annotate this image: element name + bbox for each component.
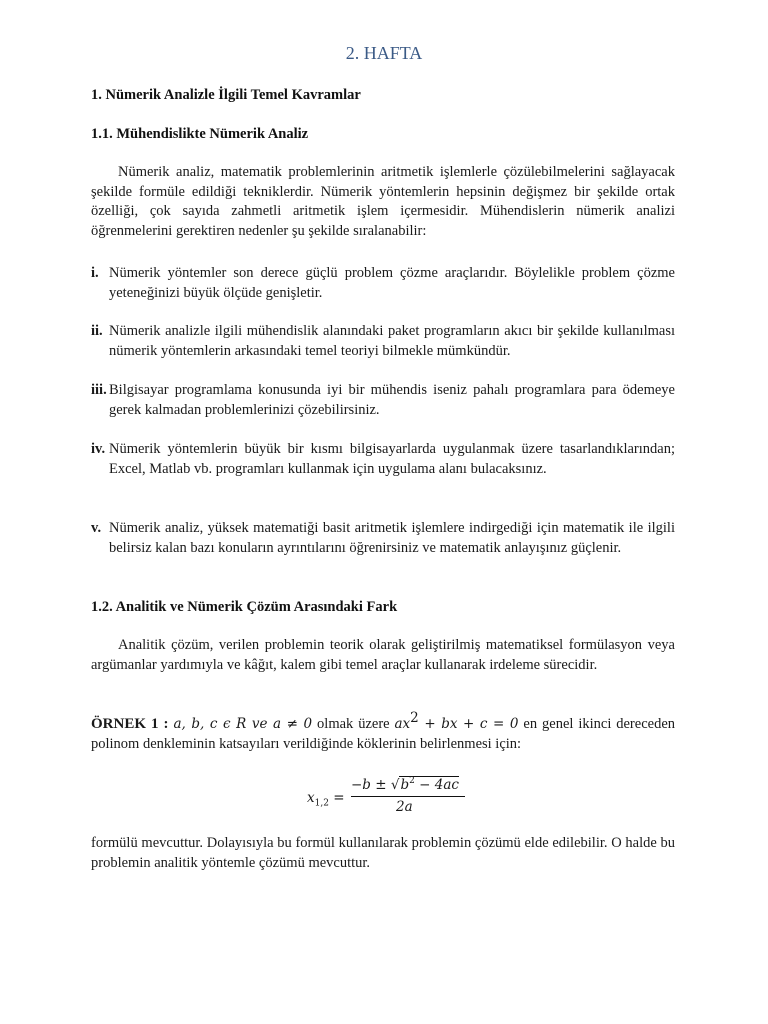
formula-numerator xyxy=(351,777,459,793)
radicand-base: b xyxy=(400,777,410,793)
fraction-bar xyxy=(351,796,465,797)
list-item xyxy=(91,519,675,558)
page-title: 2. HAFTA xyxy=(345,43,423,63)
list-item xyxy=(91,322,675,361)
equation-exponent: 2 xyxy=(410,710,419,726)
section-heading-1-1: 1.1. Mühendislikte Nümerik Analiz xyxy=(91,126,309,142)
list-marker: ii. xyxy=(91,323,103,339)
quadratic-formula xyxy=(307,775,467,823)
list-item xyxy=(91,264,675,303)
equation-ax: ax xyxy=(394,716,411,732)
formula-denominator: 2a xyxy=(396,799,413,815)
radicand xyxy=(399,776,458,793)
example-text-1: olmak üzere xyxy=(312,716,395,732)
formula-equals: = xyxy=(328,790,345,806)
list-item-text: Bilgisayar programlama konusunda iyi bir mühendis iseniz pahalı programlara para ödemeye gerek kalmadan problemlerinizi çözebilirsiniz. xyxy=(109,382,675,418)
equation-rest: + bx + c = 0 xyxy=(418,716,519,732)
list-item-text: Nümerik yöntemler son derece güçlü problem çözme araçlarıdır. Böylelikle problem çözme yeteneğinizi büyük ölçüde genişletir. xyxy=(109,265,675,301)
list-marker: iv. xyxy=(91,441,106,457)
section-heading-1: 1. Nümerik Analizle İlgili Temel Kavramlar xyxy=(91,87,361,103)
list-item xyxy=(91,381,675,420)
example-text-2: en genel ikinci dereceden polinom denkleminin katsayıları verildiğinde köklerinin belirlenmesi için: xyxy=(91,716,676,752)
paragraph-conclusion: formülü mevcuttur. Dolayısıyla bu formül kullanılarak problemin çözümü elde edilebilir. O halde bu problemin analitik yöntemle çözümü mevcuttur. xyxy=(91,835,675,871)
radicand-rest: − 4ac xyxy=(414,777,459,793)
example-condition: a, b, c ϵ R ve a ≠ 0 xyxy=(173,716,313,732)
list-item-text: Nümerik analiz, yüksek matematiği basit aritmetik işlemlere indirgediği için matematik ile ilgili belirsiz kalan bazı konuların ayrıntılarını öğrenirsiniz ve matematik anlayışınız güçlenir. xyxy=(109,520,675,556)
list-item-text: Nümerik yöntemlerin büyük bir kısmı bilgisayarlarda uygulanmak üzere tasarlandıklarından; Excel, Matlab vb. programları kullanmak için uygulama alanı bulacaksınız. xyxy=(109,441,675,477)
list-marker: iii. xyxy=(91,382,107,398)
example-label: ÖRNEK 1 : xyxy=(91,716,169,732)
example-paragraph xyxy=(91,710,676,754)
paragraph-numerical-analysis: Nümerik analiz, matematik problemlerinin aritmetik işlemlerle çözülebilmelerini sağlayacak şekilde formüle edildiği tekniklerdir. Nümerik yöntemlerin hepsinin değişmez bir şekilde ortak özelliği, çok sayıda zahmetli aritmetik işlem içermesidir. Mühendislerin nümerik analizi öğrenmelerini gerektiren nedenler şu şekilde sıralanabilir: xyxy=(91,164,675,239)
list-item-text: Nümerik analizle ilgili mühendislik alanındaki paket programların akıcı bir şekilde kullanılması nümerik yöntemlerin arkasındaki temel teoriyi bilmekle mümkündür. xyxy=(109,323,675,359)
paragraph-analytical-solution: Analitik çözüm, verilen problemin teorik olarak geliştirilmiş matematiksel formülasyon veya argümanlar yardımıyla ve kâğıt, kalem gibi temel araçlar kullanarak irdeleme sürecidir. xyxy=(91,637,675,673)
section-heading-1-2: 1.2. Analitik ve Nümerik Çözüm Arasındaki Fark xyxy=(91,599,398,615)
numerator-prefix: −b ± √ xyxy=(351,777,400,793)
formula-subscript: 1,2 xyxy=(314,798,329,809)
list-marker: i. xyxy=(91,265,99,281)
formula-lhs xyxy=(307,790,345,809)
formula-x: x xyxy=(307,790,315,806)
list-item xyxy=(91,440,675,479)
radicand-exponent: 2 xyxy=(409,776,415,786)
list-marker: v. xyxy=(91,520,102,536)
